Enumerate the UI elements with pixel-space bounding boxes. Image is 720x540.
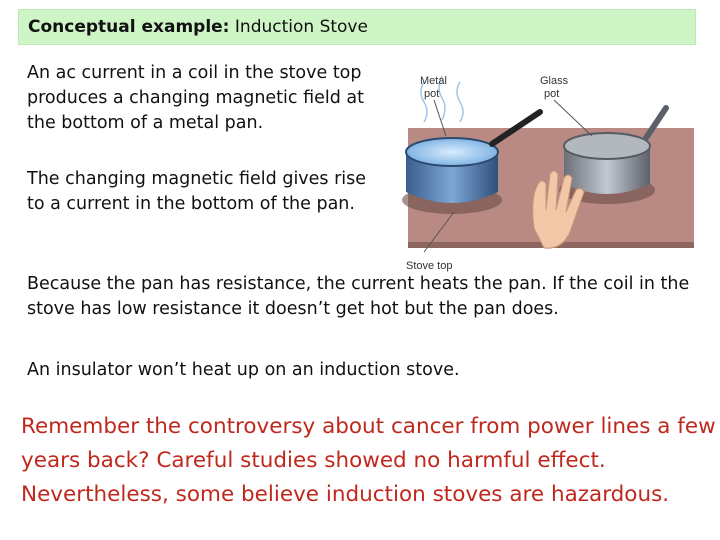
paragraph-coil-current: An ac current in a coil in the stove top produces a changing magnetic field at the bottom of a metal pan.: [27, 63, 364, 133]
metal-pot-label-line2: pot: [424, 88, 440, 100]
induction-stove-illustration: [394, 52, 710, 278]
slide-title-topic: Induction Stove: [229, 17, 368, 37]
slide-title-label: Conceptual example:: [28, 17, 230, 37]
glass-pot: [559, 108, 666, 204]
paragraph-induced-current: The changing magnetic field gives rise to a current in the bottom of the pan.: [27, 169, 367, 214]
paragraph-resistance-heating: Because the pan has resistance, the current heats the pan. If the coil in the stove has low resistance it doesn’t get hot but the pan does.: [27, 274, 690, 319]
paragraph-cancer-controversy: Remember the controversy about cancer from power lines a few years back? Careful studies showed no harmful effect. Nevertheless, some believe induction stoves are hazardous.: [21, 414, 716, 507]
metal-pot-label-line1: Metal: [420, 75, 447, 87]
stove-illustration-svg: [394, 52, 710, 278]
glass-pot-label-line1: Glass: [540, 75, 569, 87]
paragraph-insulator: An insulator won’t heat up on an induction stove.: [27, 360, 460, 380]
stove-top-label: Stove top: [406, 260, 453, 272]
slide-title: [18, 9, 696, 45]
glass-pot-label-line2: pot: [544, 88, 560, 100]
